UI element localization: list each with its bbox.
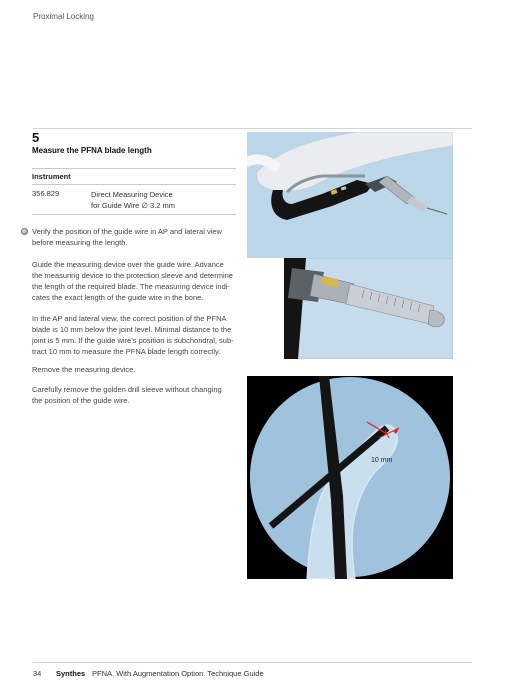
text-line: the length of the required blade. The measuring device indi- xyxy=(32,282,230,291)
text-line: cates the exact length of the guide wire in the bone. xyxy=(32,293,204,302)
text-line: Remove the measuring device. xyxy=(32,365,136,374)
text-line: Guide the measuring device over the guide wire. Advance xyxy=(32,260,224,269)
guide-title: PFNA. With Augmentation Option. Technique Guide xyxy=(92,669,264,678)
page-number: 34 xyxy=(33,669,42,678)
figure-scale-closeup xyxy=(284,258,453,359)
paragraph-sleeve xyxy=(32,384,242,406)
text-line: the measuring device to the protection sleeve and determine xyxy=(32,271,233,280)
checkpoint-bullet-icon xyxy=(21,228,28,235)
instrument-description xyxy=(91,189,175,211)
step-title: Measure the PFNA blade length xyxy=(32,146,152,155)
footer-divider xyxy=(33,662,472,663)
bullet-paragraph xyxy=(32,226,242,248)
text-line: joint is 5 mm. If the guide wire’s position is subchondral, sub- xyxy=(32,336,234,345)
text-line: before measuring the length. xyxy=(32,238,128,247)
table-top-rule xyxy=(32,168,236,169)
measurement-label: 10 mm xyxy=(371,457,393,464)
xray-illustration xyxy=(247,376,453,579)
instrument-code: 356.829 xyxy=(32,189,60,198)
instrument-heading: Instrument xyxy=(32,172,71,181)
measuring-device-illustration xyxy=(247,132,453,258)
table-header-rule xyxy=(32,184,236,185)
text-line: tract 10 mm to measure the PFNA blade length correctly. xyxy=(32,347,221,356)
paragraph-guide xyxy=(32,259,242,303)
text-line: Carefully remove the golden drill sleeve without changing xyxy=(32,385,222,394)
figure-xray xyxy=(247,376,453,579)
scale-closeup-illustration xyxy=(284,258,453,359)
table-bottom-rule xyxy=(32,214,236,215)
text-line: blade is 10 mm below the joint level. Minimal distance to the xyxy=(32,325,232,334)
brand-name: Synthes xyxy=(56,669,86,678)
text-line: In the AP and lateral view, the correct position of the PFNA xyxy=(32,314,227,323)
text-line: the position of the guide wire. xyxy=(32,396,130,405)
paragraph-position xyxy=(32,313,242,357)
section-divider xyxy=(33,128,472,129)
instrument-description-line: Direct Measuring Device xyxy=(91,190,173,199)
paragraph-remove xyxy=(32,364,242,375)
text-line: Verify the position of the guide wire in AP and lateral view xyxy=(32,227,222,236)
running-header: Proximal Locking xyxy=(33,12,94,21)
step-number: 5 xyxy=(32,130,40,145)
figure-measuring-device xyxy=(247,132,453,258)
instrument-description-line: for Guide Wire ∅ 3.2 mm xyxy=(91,201,176,210)
